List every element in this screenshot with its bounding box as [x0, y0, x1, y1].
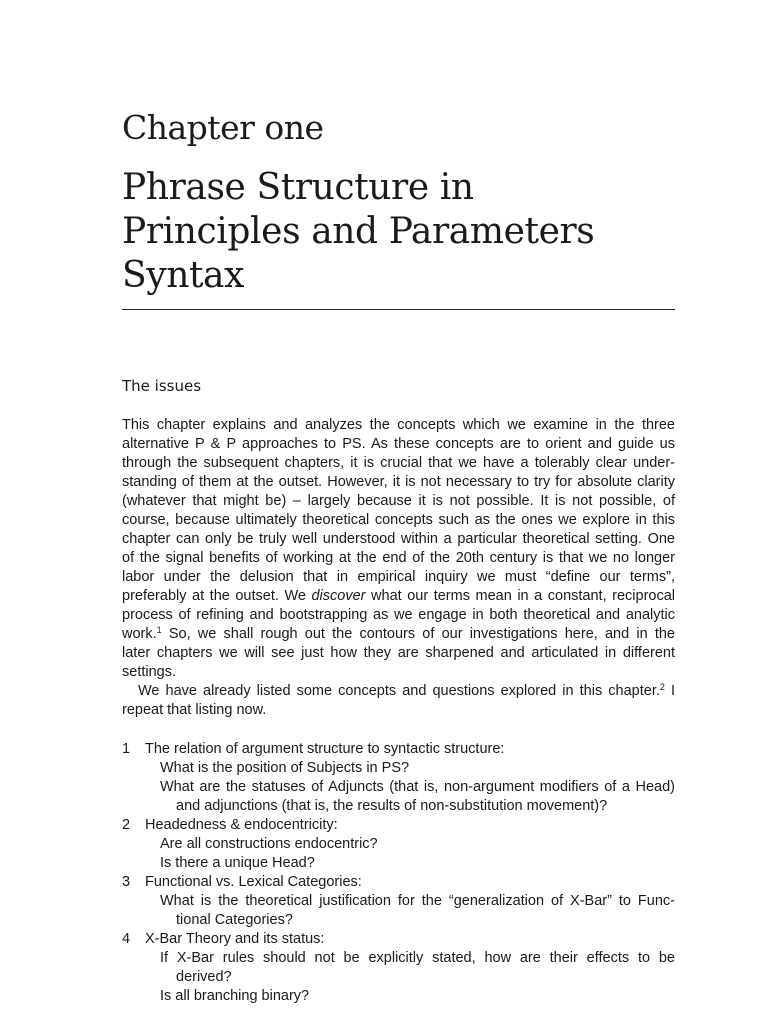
- list-question: What is the theoretical justification for the “generalization of X-Bar” to Func-: [160, 893, 675, 909]
- list-question: derived?: [176, 969, 232, 985]
- list-number: 4: [122, 931, 131, 947]
- paragraph-line: [122, 625, 675, 644]
- list-number: 2: [122, 817, 131, 833]
- line-fragment: preferably at the outset. We: [122, 588, 306, 604]
- list-item-label: Headedness & endocentricity:: [145, 817, 338, 833]
- section-heading: The issues: [122, 377, 202, 395]
- list-question: and adjunctions (that is, the results of non-substitution movement)?: [176, 798, 608, 814]
- paragraph-line: of the signal benefits of working at the end of the 20th century is that we no longer: [122, 550, 675, 566]
- paragraph-line: course, because ultimately theoretical concepts such as the ones we explore in this: [122, 512, 675, 528]
- chapter-title-line: Phrase Structure in: [122, 167, 474, 208]
- question-list: [122, 740, 675, 1006]
- chapter-label: Chapter one: [122, 108, 324, 147]
- list-question: What are the statuses of Adjuncts (that is, non-argument modifiers of a Head): [160, 779, 675, 795]
- list-question: tional Categories?: [176, 912, 293, 928]
- list-item-label: Functional vs. Lexical Categories:: [145, 874, 362, 890]
- list-item: [122, 930, 675, 949]
- paragraph-line: This chapter explains and analyzes the concepts which we examine in the three: [122, 417, 675, 433]
- line-fragment: what our terms mean in a constant, reciprocal: [371, 588, 676, 604]
- list-number: 3: [122, 874, 131, 890]
- paragraph-line: labor under the delusion that in empirical inquiry we must “define our terms”,: [122, 569, 675, 585]
- paragraph-line: (whatever that might be) – largely because it is not possible. It is not possible, of: [122, 493, 675, 509]
- footnote-marker[interactable]: 1: [156, 625, 162, 635]
- list-number: 1: [122, 741, 131, 757]
- list-item: [122, 740, 675, 759]
- paragraph-line: later chapters we will see just how they are sharpened and articulated in different: [122, 645, 675, 661]
- line-fragment: I: [664, 683, 675, 699]
- paragraph-line: repeat that listing now.: [122, 702, 267, 718]
- line-fragment: We have already listed some concepts and questions explored in this chapter.: [138, 683, 660, 699]
- paragraph-line: [122, 682, 675, 701]
- list-question: Is all branching binary?: [160, 988, 310, 1004]
- footnote-marker[interactable]: 2: [659, 682, 665, 692]
- list-item-label: X-Bar Theory and its status:: [145, 931, 325, 947]
- paragraph-line: through the subsequent chapters, it is crucial that we have a tolerably clear under-: [122, 455, 675, 471]
- line-fragment: work.: [122, 626, 157, 642]
- list-question: If X-Bar rules should not be explicitly stated, how are their effects to be: [160, 950, 675, 966]
- list-item: [122, 873, 675, 892]
- paragraph-line: standing of them at the outset. However, it is not necessary to try for absolute clarity: [122, 474, 675, 490]
- list-question: Is there a unique Head?: [160, 855, 315, 871]
- list-item: [122, 816, 675, 835]
- body-paragraphs: [122, 416, 675, 720]
- italic-term: discover: [311, 588, 366, 604]
- paragraph-line: chapter can only be truly well understood within a particular theoretical setting. One: [122, 531, 675, 547]
- list-question: Are all constructions endocentric?: [160, 836, 378, 852]
- paragraph-line: process of refining and bootstrapping as we engage in both theoretical and analytic: [122, 607, 675, 623]
- chapter-title: [122, 166, 682, 298]
- chapter-title-line: Syntax: [122, 255, 245, 296]
- title-divider: [122, 309, 675, 310]
- paragraph-line: settings.: [122, 664, 176, 680]
- chapter-title-line: Principles and Parameters: [122, 211, 595, 252]
- list-question: What is the position of Subjects in PS?: [160, 760, 410, 776]
- line-fragment: So, we shall rough out the contours of our investigations here, and in the: [161, 626, 675, 642]
- paragraph-line: alternative P & P approaches to PS. As these concepts are to orient and guide us: [122, 436, 675, 452]
- paragraph-line: [122, 587, 675, 606]
- list-item-label: The relation of argument structure to syntactic structure:: [145, 741, 505, 757]
